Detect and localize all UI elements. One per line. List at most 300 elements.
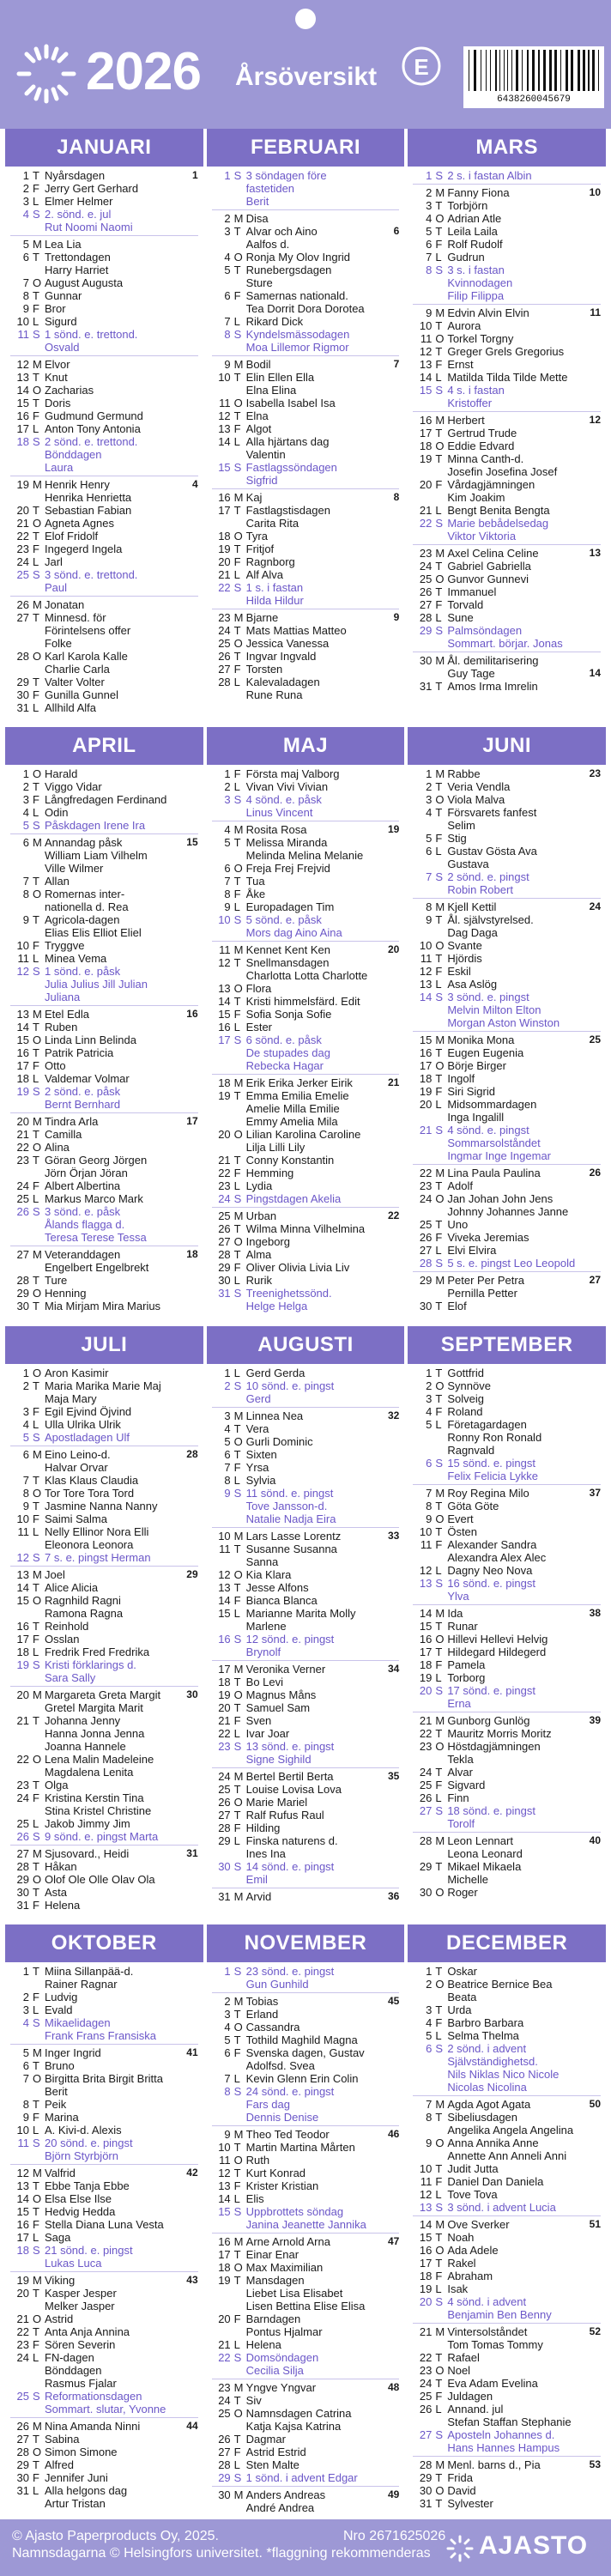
- day-number: 23: [16, 542, 29, 555]
- day-number: 24: [218, 1192, 231, 1206]
- day-row: [413, 573, 601, 585]
- day-number: 25: [218, 1782, 231, 1796]
- weekday-letter: T: [233, 371, 241, 384]
- day-number: 8: [224, 888, 231, 901]
- day-number: 12: [16, 1550, 29, 1564]
- day-row: [413, 1136, 601, 1149]
- day-row: [10, 435, 198, 448]
- day-names: Mats Mattias Matteo: [245, 624, 347, 637]
- day-names: Gustava: [447, 858, 489, 871]
- barcode-bar: [507, 50, 508, 91]
- day-names: Menl. barns d., Pia: [447, 2458, 541, 2471]
- day-row: [413, 680, 601, 693]
- weekday-letter: O: [233, 637, 243, 650]
- day-row: [413, 1712, 601, 1727]
- day-names: Sylvester: [447, 2496, 493, 2510]
- day-names: Vivan Vivi Vivian: [245, 780, 329, 794]
- day-row: [413, 2295, 601, 2308]
- weekday-letter: T: [435, 427, 443, 439]
- day-row: [10, 1072, 198, 1085]
- day-number: 14: [16, 1580, 29, 1594]
- weekday-letter: L: [435, 1791, 442, 1804]
- day-names: Magdalena Lenita: [45, 1765, 134, 1779]
- day-names: 15 sönd. e. pingst: [447, 1456, 535, 1470]
- day-names: Viktor Viktoria: [447, 530, 517, 542]
- day-names: Elna Elina: [245, 384, 297, 397]
- day-row: [10, 221, 198, 233]
- weekday-letter: F: [233, 1713, 241, 1727]
- day-names: Jarl: [45, 555, 63, 568]
- barcode-bar: [499, 50, 500, 91]
- weekday-letter: L: [233, 780, 240, 794]
- week-number: 51: [589, 2217, 601, 2230]
- weekday-letter: S: [435, 169, 443, 182]
- day-number: 15: [16, 2204, 29, 2218]
- day-number: 15: [218, 2204, 231, 2218]
- day-names: Erna: [447, 1696, 471, 1710]
- day-names: Bengt Benita Bengta: [447, 504, 550, 517]
- day-row: [10, 1714, 198, 1727]
- day-names: Tor Tore Tora Tord: [45, 1486, 135, 1500]
- day-row: [413, 1590, 601, 1603]
- day-number: 24: [16, 555, 29, 568]
- day-row: [212, 2312, 400, 2325]
- day-number: 25: [419, 2389, 433, 2403]
- weekday-letter: M: [33, 1567, 42, 1581]
- day-row: [10, 409, 198, 422]
- day-number: 12: [218, 409, 231, 422]
- footer-band: [0, 2519, 611, 2576]
- weekday-letter: L: [435, 1098, 442, 1112]
- day-names: Fars dag: [245, 2097, 290, 2111]
- day-row: [212, 1965, 400, 1978]
- day-names: Ylva: [447, 1589, 469, 1603]
- day-row: [10, 2338, 198, 2351]
- day-row: [10, 448, 198, 461]
- day-names: Tryggve: [45, 939, 85, 953]
- weekday-letter: L: [233, 1726, 240, 1740]
- weekday-letter: F: [435, 478, 443, 491]
- month-title: JANUARI: [5, 129, 203, 167]
- day-number: 5: [22, 1430, 29, 1444]
- day-number: 27: [419, 2428, 433, 2441]
- day-row: [10, 2192, 198, 2205]
- day-number: 24: [16, 1791, 29, 1804]
- day-row: [413, 1804, 601, 1817]
- day-row: [413, 1684, 601, 1697]
- day-row: [413, 2201, 601, 2214]
- day-number: 4: [224, 251, 231, 264]
- weekday-letter: F: [233, 2046, 241, 2059]
- day-names: August Augusta: [45, 276, 124, 289]
- day-row: [10, 1551, 198, 1564]
- day-row: [10, 2364, 198, 2377]
- day-row: [10, 1192, 198, 1205]
- weekday-letter: S: [33, 2015, 40, 2029]
- day-names: Nils Niklas Nico Nicole: [447, 2067, 560, 2081]
- day-number: 24: [16, 1179, 29, 1193]
- day-row: [413, 1470, 601, 1482]
- day-names: Håkan: [45, 1859, 77, 1873]
- month-title: JULI: [5, 1326, 203, 1364]
- day-names: Emmy Amelia Mila: [245, 1115, 338, 1129]
- weekday-letter: O: [33, 650, 42, 663]
- day-number: 18: [16, 2243, 29, 2257]
- day-names: Dagmar: [245, 2432, 286, 2446]
- weekday-letter: T: [435, 1072, 443, 1086]
- day-names: Bruno: [45, 2058, 75, 2072]
- day-row: [10, 900, 198, 913]
- day-names: Simon Simone: [45, 2445, 118, 2458]
- day-row: [212, 1021, 400, 1033]
- day-number: 29: [16, 2458, 29, 2471]
- day-row: [212, 1487, 400, 1500]
- day-number: 2: [22, 182, 29, 195]
- day-number: 2: [426, 186, 433, 199]
- day-names: 2 s. i fastan Albin: [447, 169, 532, 182]
- weekday-letter: F: [33, 1632, 39, 1646]
- day-names: Isabella Isabel Isa: [245, 397, 336, 409]
- day-names: Sommart. slutar, Yvonne: [45, 2402, 166, 2415]
- weekday-letter: O: [33, 1486, 42, 1500]
- day-names: Pernilla Petter: [447, 1287, 517, 1300]
- day-names: Sommart. börjar. Jonas: [447, 637, 563, 650]
- weekday-letter: F: [435, 2174, 443, 2188]
- day-names: Mauritz Morris Moritz: [447, 1726, 552, 1740]
- day-names: Synnöve: [447, 1379, 491, 1392]
- weekday-letter: T: [233, 836, 241, 850]
- weekday-letter: T: [33, 1619, 39, 1633]
- day-row: [413, 898, 601, 913]
- weekday-letter: F: [233, 1460, 241, 1474]
- day-row: [212, 264, 400, 276]
- day-names: Inger Ingrid: [45, 2046, 101, 2059]
- weekday-letter: O: [435, 573, 445, 585]
- day-number: 12: [16, 358, 29, 371]
- day-names: Leon Lennart: [447, 1834, 513, 1847]
- day-row: [10, 581, 198, 594]
- day-names: Elof: [447, 1300, 467, 1313]
- day-row: [212, 1543, 400, 1555]
- day-names: Alexandra Alex Alec: [447, 1550, 547, 1564]
- weekday-letter: T: [435, 1964, 443, 1978]
- weekday-letter: T: [435, 1645, 443, 1658]
- day-names: Sten Malte: [245, 2458, 299, 2471]
- weekday-letter: L: [435, 845, 442, 858]
- weekday-letter: T: [435, 2376, 443, 2390]
- day-row: [10, 1367, 198, 1379]
- day-row: [212, 1860, 400, 1873]
- day-names: Henrik Henry: [45, 478, 110, 491]
- day-row: [212, 1633, 400, 1646]
- week-number: 10: [589, 186, 601, 198]
- sun-logo-icon: [15, 43, 77, 105]
- day-names: Rasmus Fjalar: [45, 2376, 117, 2390]
- day-names: Förintelsens offer: [45, 624, 131, 637]
- day-names: Annand. jul: [447, 2402, 504, 2415]
- day-row: [10, 276, 198, 289]
- day-row: [212, 238, 400, 251]
- weekday-letter: M: [33, 1008, 42, 1021]
- day-row: [10, 341, 198, 354]
- day-names: Finn: [447, 1791, 469, 1804]
- weekday-letter: M: [233, 2488, 244, 2501]
- day-number: 7: [22, 2071, 29, 2085]
- day-number: 17: [16, 2230, 29, 2244]
- weekday-letter: F: [33, 2470, 39, 2484]
- day-row: [212, 2248, 400, 2261]
- day-row: [212, 461, 400, 474]
- day-row: [413, 1500, 601, 1512]
- weekday-letter: L: [233, 2191, 240, 2205]
- day-names: Bo Levi: [245, 1675, 284, 1688]
- day-number: 4: [426, 2015, 433, 2029]
- weekday-letter: O: [33, 2191, 42, 2205]
- day-names: Eugen Eugenia: [447, 1046, 524, 1060]
- day-row: [212, 1141, 400, 1154]
- day-number: 16: [16, 409, 29, 422]
- weekday-letter: S: [233, 2204, 242, 2218]
- day-number: 18: [218, 1076, 231, 1090]
- day-number: 25: [16, 1816, 29, 1830]
- day-names: Karl Karola Kalle: [45, 650, 128, 663]
- day-names: Roland: [447, 1404, 483, 1418]
- day-number: 6: [224, 862, 231, 876]
- weekday-letter: T: [33, 2179, 39, 2192]
- day-row: [10, 1392, 198, 1405]
- day-names: Ernst: [447, 358, 474, 371]
- day-row: [212, 355, 400, 371]
- day-row: [413, 1847, 601, 1860]
- day-number: 9: [22, 2110, 29, 2124]
- weekday-letter: T: [33, 1379, 39, 1392]
- day-row: [10, 315, 198, 328]
- weekday-letter: T: [233, 1447, 241, 1461]
- barcode-bar: [578, 50, 580, 91]
- day-row: [10, 1538, 198, 1551]
- day-names: Berit: [245, 195, 269, 208]
- day-number: 24: [419, 1765, 433, 1779]
- day-row: [413, 2377, 601, 2390]
- day-number: 23: [16, 1778, 29, 1791]
- weekday-letter: F: [233, 555, 241, 568]
- day-row: [413, 1072, 601, 1085]
- day-names: Theo Ted Teodor: [245, 2127, 330, 2141]
- day-row: [10, 1727, 198, 1740]
- week-number: 45: [387, 1994, 400, 2007]
- day-row: [10, 1112, 198, 1128]
- day-names: De stupades dag: [245, 1046, 330, 1060]
- day-number: 15: [16, 1593, 29, 1607]
- day-names: Herbert: [447, 414, 485, 427]
- year-title: 2026: [86, 42, 201, 101]
- day-number: 4: [22, 2015, 29, 2029]
- day-names: Rebecka Hagar: [245, 1059, 324, 1073]
- weekday-letter: T: [33, 2432, 39, 2446]
- weekday-letter: M: [33, 1688, 42, 1701]
- day-row: [413, 276, 601, 289]
- day-number: 5: [224, 2033, 231, 2046]
- week-number: 49: [387, 2488, 400, 2500]
- weekday-letter: S: [33, 2243, 40, 2257]
- day-row: [212, 982, 400, 995]
- weekday-letter: S: [435, 517, 443, 530]
- week-number: 47: [387, 2234, 400, 2247]
- weekday-letter: F: [33, 1512, 39, 1525]
- day-names: 1 sönd. i advent Edgar: [245, 2470, 358, 2484]
- weekday-letter: T: [33, 371, 39, 384]
- weekday-letter: S: [435, 1124, 443, 1137]
- day-names: Fastlagssöndagen: [245, 461, 337, 474]
- day-number: 22: [419, 1167, 433, 1180]
- day-row: [10, 1581, 198, 1594]
- day-names: Gurli Dominic: [245, 1434, 313, 1448]
- week-number: 31: [186, 1846, 198, 1859]
- day-names: Sören Severin: [45, 2337, 116, 2351]
- day-names: 9 sönd. e. pingst Marta: [45, 1829, 159, 1843]
- day-row: [10, 1525, 198, 1538]
- day-row: [10, 875, 198, 888]
- day-row: [10, 1179, 198, 1192]
- day-names: Ruth: [245, 2153, 270, 2167]
- weekday-letter: T: [33, 169, 39, 182]
- day-row: [413, 1832, 601, 1847]
- day-number: 28: [16, 650, 29, 663]
- day-row: [413, 2231, 601, 2244]
- day-row: [212, 251, 400, 264]
- day-names: Rurik: [245, 1274, 272, 1288]
- weekday-letter: O: [33, 2312, 42, 2325]
- day-row: [10, 1379, 198, 1392]
- weekday-letter: F: [435, 2389, 443, 2403]
- weekday-letter: F: [233, 767, 241, 781]
- day-row: [10, 991, 198, 1003]
- day-row: [413, 652, 601, 667]
- day-row: [10, 2085, 198, 2098]
- day-row: [10, 1620, 198, 1633]
- day-names: Pamela: [447, 1658, 486, 1671]
- day-names: Bönddagen: [45, 448, 102, 461]
- day-row: [413, 371, 601, 384]
- day-number: 28: [419, 611, 433, 624]
- day-number: 29: [218, 1261, 231, 1275]
- weekday-letter: O: [233, 1235, 243, 1249]
- weekday-letter: F: [233, 289, 241, 302]
- day-names: Stefan Staffan Stephanie: [447, 2415, 572, 2428]
- day-row: [10, 1287, 198, 1300]
- day-number: 5: [22, 819, 29, 833]
- day-row: [212, 2085, 400, 2098]
- day-row: [212, 1033, 400, 1046]
- weekday-letter: T: [33, 1300, 39, 1313]
- day-number: 27: [419, 1803, 433, 1817]
- day-row: [212, 1461, 400, 1474]
- day-number: 10: [218, 1529, 231, 1543]
- day-names: Hjördis: [447, 952, 482, 966]
- day-names: Alla hjärtans dag: [245, 435, 330, 448]
- day-names: Fastlagstisdagen: [245, 504, 330, 517]
- day-names: Osvald: [45, 341, 80, 354]
- day-names: Rosita Rosa: [245, 823, 307, 837]
- weekday-letter: L: [435, 1417, 442, 1431]
- weekday-letter: M: [33, 358, 42, 371]
- day-row: [212, 2154, 400, 2167]
- day-number: 20: [419, 1683, 433, 1697]
- footer-line-1: © Ajasto Paperproducts Oy, 2025.: [12, 2529, 219, 2543]
- day-names: Mia Mirjam Mira Marius: [45, 1300, 161, 1313]
- day-number: 6: [22, 836, 29, 850]
- day-number: 20: [218, 2312, 231, 2325]
- weekday-letter: O: [233, 2406, 243, 2420]
- weekday-letter: S: [33, 435, 40, 448]
- day-row: [413, 939, 601, 952]
- day-names: Jesse Alfons: [245, 1580, 309, 1594]
- day-row: [10, 1500, 198, 1512]
- day-row: [10, 2244, 198, 2257]
- day-row: [413, 2095, 601, 2111]
- weekday-letter: O: [233, 982, 243, 996]
- weekday-letter: M: [33, 1248, 42, 1262]
- barcode-bar: [516, 50, 518, 91]
- week-number: 38: [589, 1606, 601, 1619]
- day-names: Noah: [447, 2230, 475, 2244]
- weekday-letter: S: [435, 2294, 443, 2308]
- weekday-letter: L: [33, 195, 39, 208]
- day-row: [413, 1287, 601, 1300]
- day-names: Arne Arnold Arna: [245, 2234, 330, 2248]
- day-names: Adolfsd. Svea: [245, 2058, 315, 2072]
- day-names: Filip Filippa: [447, 289, 505, 302]
- day-number: 3: [224, 225, 231, 238]
- day-names: Henrika Henrietta: [45, 491, 132, 504]
- day-row: [10, 1446, 198, 1461]
- day-names: Roy Regina Milo: [447, 1486, 529, 1500]
- weekday-letter: M: [233, 1209, 244, 1223]
- weekday-letter: T: [435, 1499, 443, 1512]
- day-number: 9: [224, 900, 231, 914]
- month-september: [408, 1326, 606, 1921]
- day-names: Sebastian Fabian: [45, 504, 132, 517]
- day-number: 10: [419, 939, 433, 953]
- day-names: Tyra: [245, 530, 268, 542]
- weekday-letter: O: [435, 2483, 445, 2497]
- weekday-letter: F: [33, 182, 39, 195]
- weekday-letter: L: [435, 2028, 442, 2042]
- day-names: Vintersolståndet: [447, 2324, 528, 2338]
- day-number: 4: [22, 208, 29, 221]
- day-number: 14: [16, 2191, 29, 2205]
- day-number: 14: [16, 384, 29, 397]
- weekday-letter: O: [435, 1739, 445, 1753]
- day-names: Sommarsolståndet: [447, 1136, 541, 1150]
- day-names: Ingmar Inge Ingemar: [447, 1149, 552, 1163]
- day-names: Harry Harriet: [45, 264, 109, 276]
- day-number: 26: [218, 650, 231, 663]
- day-names: Hedvig Hedda: [45, 2204, 116, 2218]
- day-names: Stig: [447, 832, 467, 846]
- week-number: 16: [186, 1008, 198, 1021]
- weekday-letter: F: [33, 2337, 39, 2351]
- weekday-letter: F: [233, 2312, 241, 2325]
- day-number: 1: [22, 1366, 29, 1379]
- day-row: [413, 1727, 601, 1740]
- day-names: Solveig: [447, 1391, 484, 1405]
- day-number: 31: [16, 1898, 29, 1912]
- weekday-letter: M: [233, 1769, 244, 1783]
- day-row: [10, 1512, 198, 1525]
- barcode: [463, 46, 604, 108]
- day-names: Wilma Minna Vilhelmina: [245, 1222, 366, 1236]
